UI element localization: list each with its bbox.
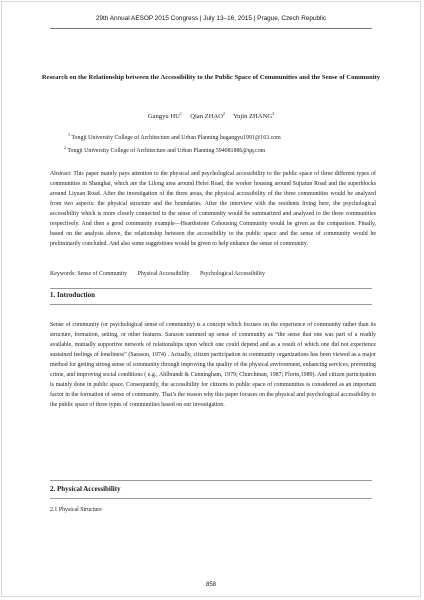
subsection-heading-physical-structure: 2.1 Physical Structure bbox=[50, 507, 102, 513]
author-name: Yujin ZHANG bbox=[233, 113, 273, 121]
author-list bbox=[2, 111, 420, 120]
keyword-item: Sense of Community bbox=[77, 271, 128, 277]
affiliation-text: Tongji University College of Architecture and Urban Planning hugangyu1991@163.com bbox=[71, 134, 281, 141]
section-rule bbox=[50, 480, 372, 481]
page-number: 858 bbox=[205, 582, 216, 588]
keyword-item: Psychological Accessibility bbox=[199, 271, 265, 277]
section-heading-introduction: 1. Introduction bbox=[50, 291, 95, 299]
paper-title: Research on the Relationship between the Accessibility to the Public Space of Communities and the Sense of Community bbox=[41, 74, 381, 81]
running-header: 29th Annual AESOP 2015 Congress | July 13–16, 2015 | Prague, Czech Republic bbox=[95, 15, 327, 22]
affiliation-mark: 2 bbox=[64, 145, 66, 150]
keywords-label: Keywords: bbox=[50, 271, 76, 277]
section-rule bbox=[50, 304, 372, 305]
section-rule bbox=[50, 288, 372, 289]
abstract: Abstract: This paper mainly pays attention to the physical and psychological accessibility to the public space of three different types of communities in Shanghai, which are the Lilong area around Hefei Road, the worker housing around Sujiatun Road and the superblocks around Liyuan Road. After the investigation of the three areas, the physical accessibility of the three communities would be analyzed from two aspects: the physical structure and the boundaries. After the interview with the residents living here, the psychological accessibility which is more closely connected to the sense of community would be summarized and analyzed to the three communities respectively. And then a good community example—Hearthstone Cohousing Community would be given as the comparison. Finally, based on the analysis above, the relationship between the accessibility to the public space and the sense of community would be preliminarily concluded. And also some suggestions would be given to help enhance the sense of community. bbox=[50, 171, 376, 247]
affiliation-2 bbox=[64, 145, 265, 154]
section-rule bbox=[50, 498, 372, 499]
author-name: Gangyu HU bbox=[147, 113, 180, 121]
introduction-paragraph: Sense of community (or psychological sense of community) is a concept which focuses on the experience of community rather than its structure, formation, setting, or other features. Sarason summed up sense of community as “the sense that one was part of a readily available, mutually supportive network of relationships upon which one could depend and as a result of which one did not experience sustained feelings of loneliness” (Sarason, 1974) . Actually, citizen participation in community organizations has been viewed as a major method for getting strong sense of community through improving the quality of the physical environment, enhancing services, preventing crime, and improving social conditions ( e.g., Ahlbrandt & Cunningham, 1979; Churchman, 1987; Florin,1989). And citizen participation is mainly done in public space. Consequently, the accessibility for citizens to public space of communities is considered as an important factor in the formation of sense of community. That’s the reason why this paper focuses on the physical and psychological accessibility to the public space of three types of communities based on our investigation. bbox=[50, 322, 376, 408]
section-heading-physical-accessibility: 2. Physical Accessibility bbox=[50, 485, 121, 493]
keyword-item: Physical Accessibility bbox=[137, 271, 190, 277]
affiliation-1 bbox=[68, 132, 281, 141]
author-affiliation-mark: 2 bbox=[272, 111, 275, 116]
header-rule bbox=[50, 28, 372, 29]
affiliation-mark: 1 bbox=[68, 132, 70, 137]
keywords bbox=[50, 269, 376, 279]
author-affiliation-mark: 1 bbox=[179, 111, 182, 116]
paper-page bbox=[1, 1, 421, 597]
author-affiliation-mark: 2 bbox=[222, 111, 226, 116]
author-name: Qian ZHAO bbox=[190, 113, 223, 121]
affiliation-text: Tongji University College of Architecture and Urban Planning 594081886@qq.com bbox=[67, 147, 266, 154]
